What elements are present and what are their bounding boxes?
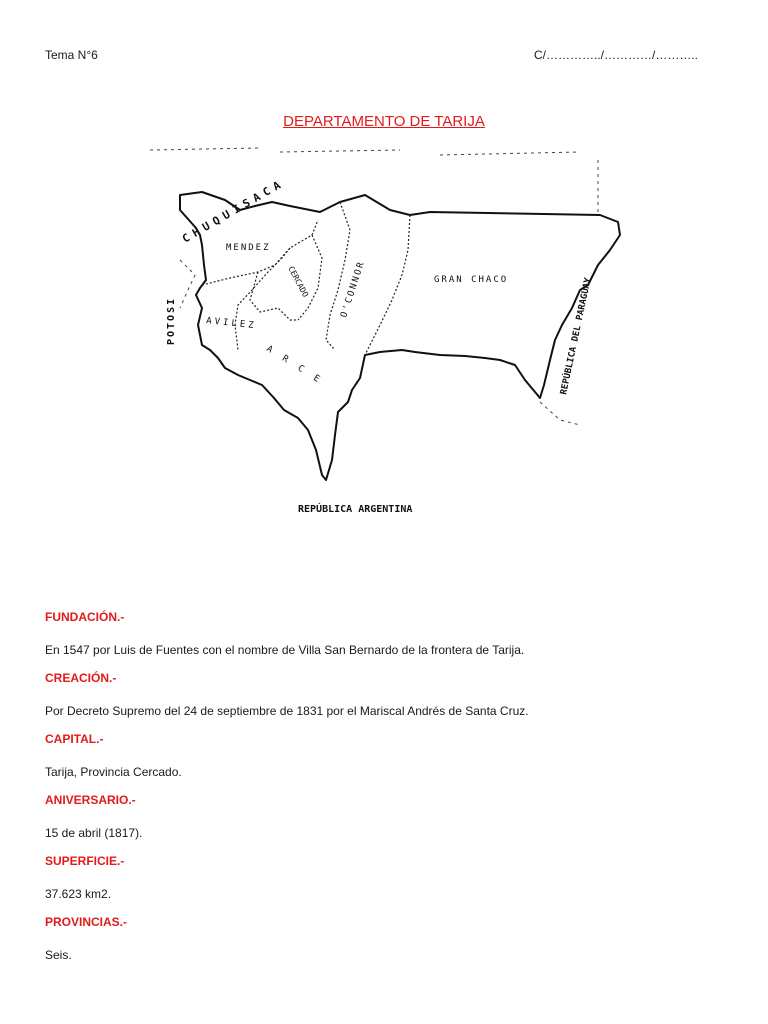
province-mendez-label: MENDEZ xyxy=(226,243,271,253)
section-capital xyxy=(45,732,725,780)
section-body: 37.623 km2. xyxy=(45,887,112,901)
section-body: 15 de abril (1817). xyxy=(45,826,143,840)
neighbor-west-label: POTOSI xyxy=(166,296,177,345)
section-body: Por Decreto Supremo del 24 de septiembre de 1831 por el Mariscal Andrés de Santa Cruz. xyxy=(45,704,529,718)
province-avilez-label: AVILEZ xyxy=(205,316,257,332)
section-fundacion xyxy=(45,610,725,658)
section-heading: SUPERFICIE.- xyxy=(45,854,125,868)
neighbor-east-label: REPÚBLICA DEL PARAGUAY xyxy=(559,276,594,396)
section-heading: ANIVERSARIO.- xyxy=(45,793,136,807)
province-granchaco-label: GRAN CHACO xyxy=(434,275,509,285)
province-oconnor-label: O'CONNOR xyxy=(339,259,368,319)
section-superficie xyxy=(45,854,725,902)
north-border-dashes xyxy=(150,148,580,155)
section-body: En 1547 por Luis de Fuentes con el nombre de Villa San Bernardo de la frontera de Tarija. xyxy=(45,643,525,657)
section-provincias xyxy=(45,915,725,963)
section-heading: FUNDACIÓN.- xyxy=(45,610,125,624)
province-arce-label: ARCE xyxy=(264,344,333,392)
tarija-map xyxy=(140,140,640,540)
section-heading: CREACIÓN.- xyxy=(45,671,117,685)
topic-number: Tema N°6 xyxy=(45,48,98,62)
section-heading: PROVINCIAS.- xyxy=(45,915,128,929)
section-body: Tarija, Provincia Cercado. xyxy=(45,765,182,779)
province-boundaries xyxy=(202,202,410,355)
section-aniversario xyxy=(45,793,725,841)
neighbor-south-label: REPÚBLICA ARGENTINA xyxy=(298,504,413,515)
west-border-dashes xyxy=(180,260,195,308)
section-body: Seis. xyxy=(45,948,72,962)
department-outline xyxy=(180,192,620,480)
date-field: C/…………../…………/……….. xyxy=(534,48,699,62)
info-sections xyxy=(45,610,725,976)
province-cercado-label: CERCADO xyxy=(286,264,311,299)
section-heading: CAPITAL.- xyxy=(45,732,104,746)
page-title: DEPARTAMENTO DE TARIJA xyxy=(283,113,485,130)
section-creacion xyxy=(45,671,725,719)
neighbor-north-label: CHUQUISACA xyxy=(180,176,288,246)
